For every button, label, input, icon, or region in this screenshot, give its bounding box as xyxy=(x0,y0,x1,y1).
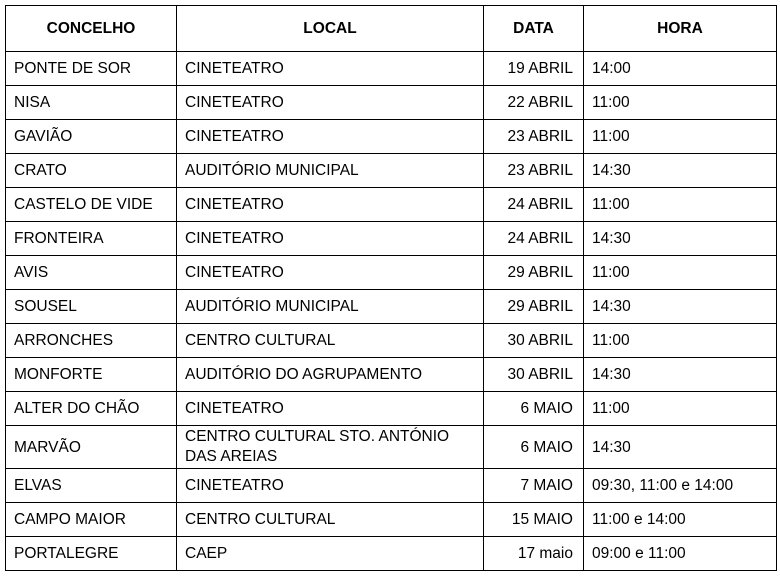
header-local: LOCAL xyxy=(177,6,484,52)
cell-data: 6 MAIO xyxy=(484,426,584,469)
cell-local: AUDITÓRIO DO AGRUPAMENTO xyxy=(177,358,484,392)
table-body xyxy=(6,52,777,571)
cell-hora: 11:00 xyxy=(584,256,777,290)
schedule-table xyxy=(5,5,777,571)
table-row xyxy=(6,120,777,154)
header-row xyxy=(6,6,777,52)
cell-hora: 09:00 e 11:00 xyxy=(584,537,777,571)
table-row xyxy=(6,324,777,358)
cell-concelho: CASTELO DE VIDE xyxy=(6,188,177,222)
cell-hora: 09:30, 11:00 e 14:00 xyxy=(584,469,777,503)
cell-data: 30 ABRIL xyxy=(484,324,584,358)
cell-concelho: PONTE DE SOR xyxy=(6,52,177,86)
cell-hora: 14:00 xyxy=(584,52,777,86)
cell-hora: 14:30 xyxy=(584,426,777,469)
cell-hora: 14:30 xyxy=(584,222,777,256)
cell-hora: 11:00 xyxy=(584,86,777,120)
cell-data: 24 ABRIL xyxy=(484,222,584,256)
cell-hora: 11:00 xyxy=(584,188,777,222)
cell-data: 7 MAIO xyxy=(484,469,584,503)
cell-data: 24 ABRIL xyxy=(484,188,584,222)
cell-local: CINETEATRO xyxy=(177,52,484,86)
cell-concelho: MONFORTE xyxy=(6,358,177,392)
cell-data: 23 ABRIL xyxy=(484,154,584,188)
cell-hora: 11:00 xyxy=(584,324,777,358)
header-hora: HORA xyxy=(584,6,777,52)
cell-local: CENTRO CULTURAL STO. ANTÓNIO DAS AREIAS xyxy=(177,426,484,469)
cell-concelho: SOUSEL xyxy=(6,290,177,324)
table-row xyxy=(6,392,777,426)
cell-local: CENTRO CULTURAL xyxy=(177,324,484,358)
cell-local: AUDITÓRIO MUNICIPAL xyxy=(177,290,484,324)
header-concelho: CONCELHO xyxy=(6,6,177,52)
cell-hora: 11:00 xyxy=(584,392,777,426)
cell-hora: 11:00 xyxy=(584,120,777,154)
table-row xyxy=(6,426,777,469)
cell-concelho: ELVAS xyxy=(6,469,177,503)
cell-data: 17 maio xyxy=(484,537,584,571)
cell-concelho: PORTALEGRE xyxy=(6,537,177,571)
cell-data: 29 ABRIL xyxy=(484,290,584,324)
table-row xyxy=(6,469,777,503)
header-data: DATA xyxy=(484,6,584,52)
cell-local: CINETEATRO xyxy=(177,392,484,426)
cell-hora: 14:30 xyxy=(584,290,777,324)
cell-data: 6 MAIO xyxy=(484,392,584,426)
table-row xyxy=(6,358,777,392)
cell-concelho: MARVÃO xyxy=(6,426,177,469)
cell-concelho: GAVIÃO xyxy=(6,120,177,154)
cell-concelho: AVIS xyxy=(6,256,177,290)
cell-data: 22 ABRIL xyxy=(484,86,584,120)
cell-data: 19 ABRIL xyxy=(484,52,584,86)
table-row xyxy=(6,52,777,86)
cell-concelho: CAMPO MAIOR xyxy=(6,503,177,537)
cell-hora: 14:30 xyxy=(584,358,777,392)
cell-concelho: NISA xyxy=(6,86,177,120)
cell-local: CINETEATRO xyxy=(177,188,484,222)
cell-concelho: ALTER DO CHÃO xyxy=(6,392,177,426)
cell-data: 30 ABRIL xyxy=(484,358,584,392)
table-row xyxy=(6,222,777,256)
cell-local: CINETEATRO xyxy=(177,222,484,256)
cell-local: CINETEATRO xyxy=(177,256,484,290)
table-row xyxy=(6,154,777,188)
cell-data: 15 MAIO xyxy=(484,503,584,537)
table-row xyxy=(6,86,777,120)
table-row xyxy=(6,537,777,571)
cell-concelho: CRATO xyxy=(6,154,177,188)
cell-local: CINETEATRO xyxy=(177,120,484,154)
cell-local: CENTRO CULTURAL xyxy=(177,503,484,537)
table-row xyxy=(6,290,777,324)
table-row xyxy=(6,256,777,290)
table-row xyxy=(6,503,777,537)
cell-local: CINETEATRO xyxy=(177,469,484,503)
cell-hora: 11:00 e 14:00 xyxy=(584,503,777,537)
cell-concelho: ARRONCHES xyxy=(6,324,177,358)
cell-local: CAEP xyxy=(177,537,484,571)
table-row xyxy=(6,188,777,222)
cell-local: AUDITÓRIO MUNICIPAL xyxy=(177,154,484,188)
cell-concelho: FRONTEIRA xyxy=(6,222,177,256)
cell-data: 29 ABRIL xyxy=(484,256,584,290)
cell-local: CINETEATRO xyxy=(177,86,484,120)
cell-hora: 14:30 xyxy=(584,154,777,188)
cell-data: 23 ABRIL xyxy=(484,120,584,154)
